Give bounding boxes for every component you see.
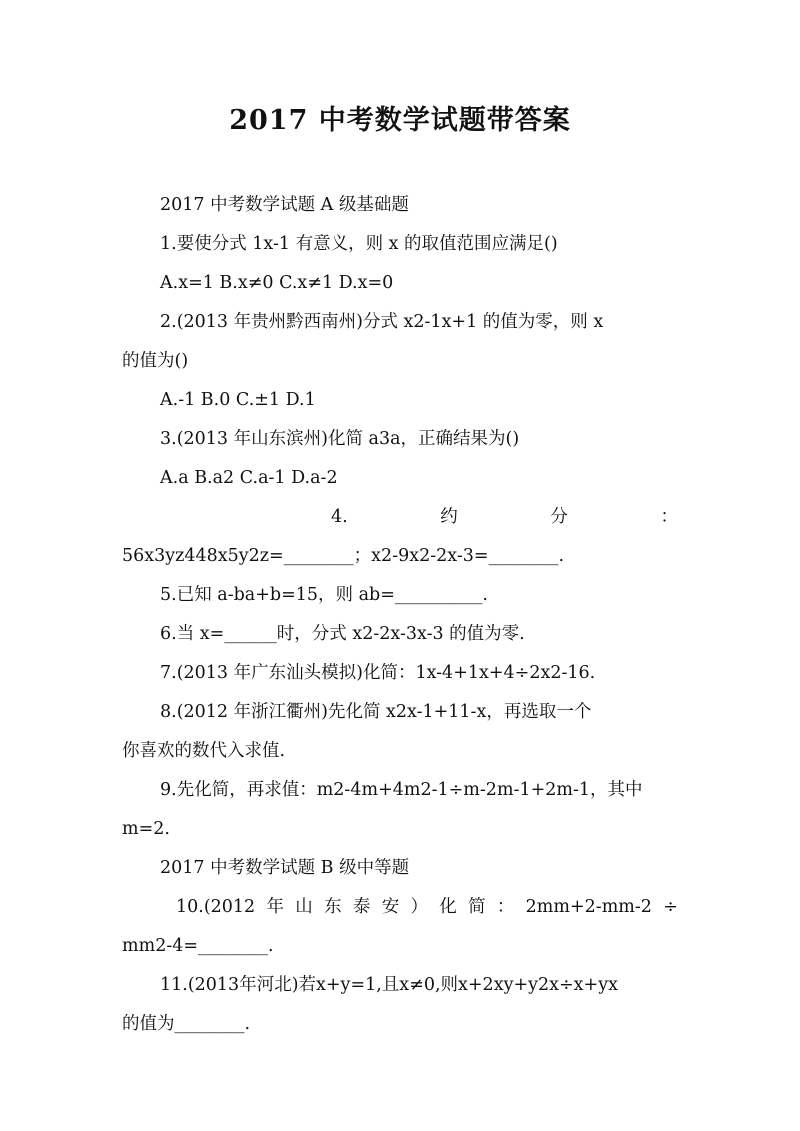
- question-2-line-2: 的值为(): [122, 351, 189, 371]
- question-7: 7.(2013 年广东汕头模拟)化简：1x-4+1x+4÷2x2-16.: [160, 663, 596, 683]
- section-heading-a: 2017 中考数学试题 A 级基础题: [160, 195, 409, 215]
- question-10-token: ）: [410, 897, 428, 917]
- question-10-line-2: mm2-4=________.: [122, 936, 274, 956]
- question-10-token: 山: [295, 897, 313, 917]
- question-11-line-2: 的值为________.: [122, 1014, 251, 1034]
- question-10-token: ÷: [663, 897, 678, 917]
- question-3: 3.(2013 年山东滨州)化简 a3a，正确结果为(): [160, 429, 520, 449]
- question-10-token: 10.(2012: [176, 897, 256, 917]
- question-9-line-2: m=2.: [122, 819, 170, 839]
- question-2-options: A.-1 B.0 C.±1 D.1: [160, 390, 316, 410]
- question-8-line-2: 你喜欢的数代入求值.: [122, 741, 286, 761]
- question-4-token: ：: [660, 507, 678, 527]
- question-10-token: ：: [496, 897, 515, 917]
- question-4-token: 约: [440, 507, 458, 527]
- question-2-line-1: 2.(2013 年贵州黔西南州)分式 x2-1x+1 的值为零，则 x: [160, 312, 604, 332]
- question-8-line-1: 8.(2012 年浙江衢州)先化简 x2x-1+11-x，再选取一个: [160, 702, 592, 722]
- question-10-token: 化: [439, 897, 457, 917]
- question-4-token: 4.: [331, 507, 348, 527]
- section-heading-b: 2017 中考数学试题 B 级中等题: [160, 858, 410, 878]
- question-10-token: 东: [324, 897, 342, 917]
- question-4-token: 分: [550, 507, 568, 527]
- question-4-line-2: 56x3yz448x5y2z=________；x2-9x2-2x-3=________.: [122, 546, 565, 566]
- question-10-token: 安: [381, 897, 400, 917]
- question-10-token: 年: [266, 897, 284, 917]
- question-5: 5.已知 a-ba+b=15，则 ab=__________.: [160, 585, 488, 605]
- question-6: 6.当 x=______时，分式 x2-2x-3x-3 的值为零.: [160, 624, 525, 644]
- question-3-options: A.a B.a2 C.a-1 D.a-2: [160, 468, 338, 488]
- question-4-line-1: [176, 505, 678, 529]
- question-1-options: A.x=1 B.x≠0 C.x≠1 D.x=0: [160, 273, 394, 293]
- question-10-token: 2mm+2-mm-2: [525, 897, 652, 917]
- question-10-token: 简: [468, 897, 486, 917]
- question-10-line-1: [176, 895, 678, 919]
- question-11-line-1: 11.(2013年河北)若x+y=1,且x≠0,则x+2xy+y2x÷x+yx: [160, 975, 618, 995]
- document-title: 2017 中考数学试题带答案: [229, 105, 571, 136]
- question-10-token: 泰: [352, 897, 371, 917]
- question-9-line-1: 9.先化简，再求值：m2-4m+4m2-1÷m-2m-1+2m-1，其中: [160, 780, 643, 800]
- question-1: 1.要使分式 1x-1 有意义，则 x 的取值范围应满足(): [160, 234, 558, 254]
